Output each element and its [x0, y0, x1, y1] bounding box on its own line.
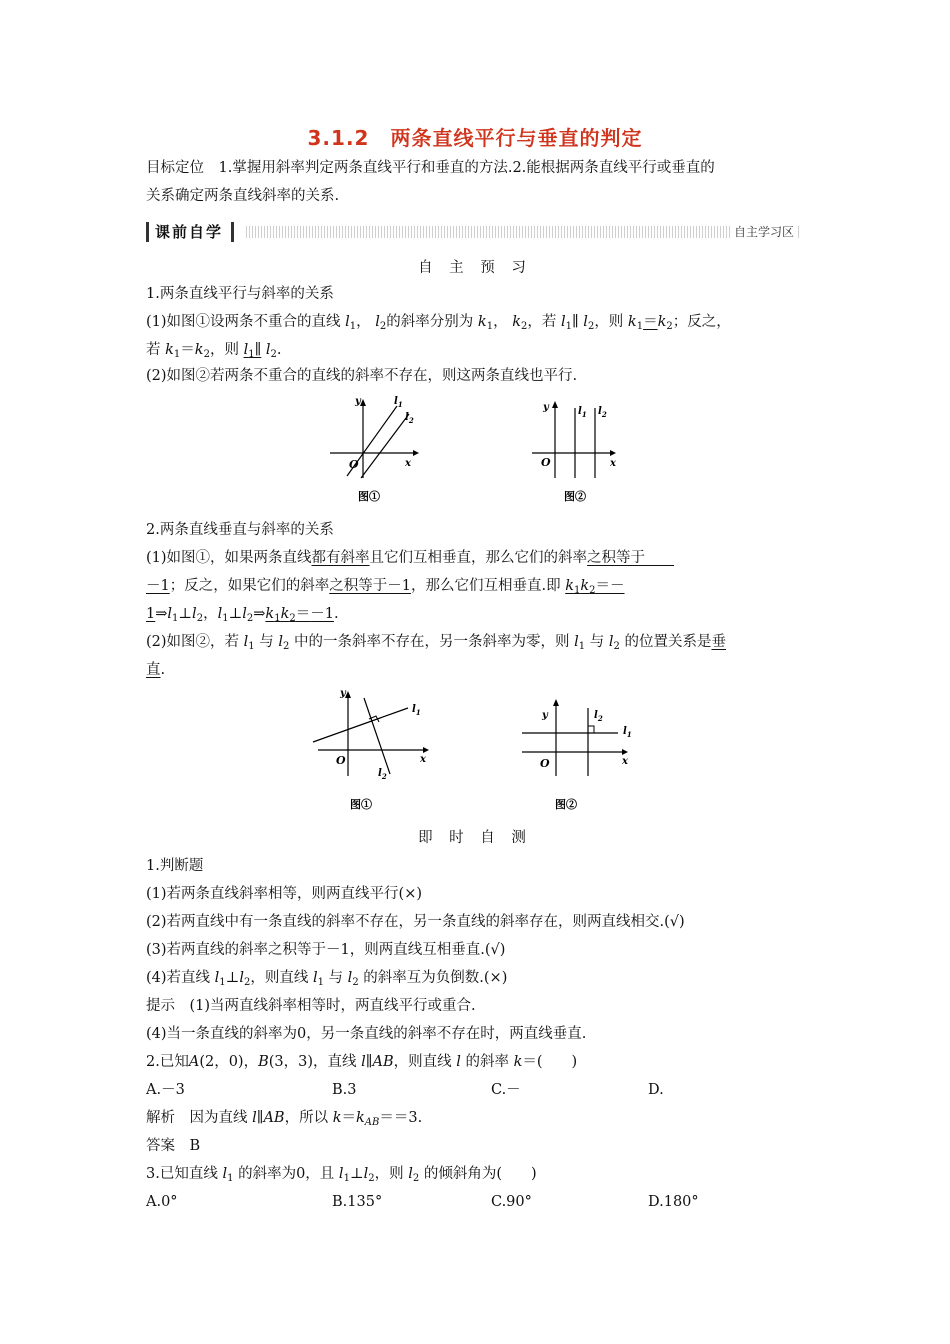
q3-option-b: B.135° — [332, 1194, 383, 1210]
objective-label: 目标定位 — [146, 160, 204, 176]
banner-label: 课前自学 — [146, 222, 234, 242]
y-axis-arrow — [553, 699, 559, 706]
y-axis-arrow — [345, 691, 351, 698]
l2-label: $l_2$ — [598, 406, 607, 419]
s1-para1-line2: 若 $k_1=k_2$，则 $l_1\parallel$ $l_2$. — [146, 342, 282, 360]
line-l1 — [313, 708, 408, 742]
s2-para1-line2: －1；反之，如果它们的斜率之积等于－1，那么它们互相垂直.即 $k_1k_2=-$ — [146, 578, 625, 596]
x-label: x — [405, 458, 411, 469]
q2-stem: 2.已知A(2，0)，B(3，3)，直线 l∥AB，则直线 l 的斜率 k＝( ) — [146, 1054, 578, 1070]
figure-caption: 图② — [555, 798, 577, 811]
q3-option-c: C.90° — [491, 1194, 532, 1210]
s2-para2-line1: (2)如图②，若 $l_1$ 与 $l_2$ 中的一条斜率不存在，另一条斜率为零，则 $l_1$ 与 $l_2$ 的位置关系是垂 — [146, 634, 726, 652]
x-axis-arrow — [622, 749, 628, 755]
selftest-heading: 即 时 自 测 — [418, 830, 532, 846]
y-axis-arrow — [360, 399, 366, 406]
l1-label: $l_1$ — [578, 406, 587, 419]
figure-perpendicular-axis — [518, 696, 638, 813]
figure-perpendicular-sloped — [308, 688, 438, 813]
s1-para1-line1: (1)如图①设两条不重合的直线 $l_1$， $l_2$的斜率分别为 $k_1$， $k_2$，若 $l_1\parallel$ $l_2$，则 $k_1=k_2$；反之， — [146, 314, 731, 332]
preview-heading: 自 主 预 习 — [418, 260, 532, 276]
figure-parallel-sloped — [325, 396, 425, 506]
q1-item-3: (3)若两直线的斜率之积等于－1，则两直线互相垂直.(√) — [146, 942, 506, 958]
q1-item-2: (2)若两直线中有一条直线的斜率不存在，另一条直线的斜率存在，则两直线相交.(√) — [146, 914, 685, 930]
figure-caption: 图① — [350, 798, 372, 811]
q2-option-a: A.－3 — [146, 1082, 185, 1098]
x-axis-arrow — [423, 747, 429, 753]
figure-caption: 图② — [564, 490, 586, 503]
y-label: y — [542, 710, 548, 721]
l2-label: $l_2$ — [594, 710, 603, 723]
l1-label: $l_1$ — [623, 726, 632, 739]
objective-line-2: 关系确定两条直线斜率的关系. — [146, 188, 340, 204]
x-axis-arrow — [413, 450, 419, 456]
q3-option-d: D.180° — [648, 1194, 699, 1210]
q3-stem: 3.已知直线 $l_1$ 的斜率为0，且 $l_1\perp l_2$，则 $l_2$ 的倾斜角为( ) — [146, 1166, 537, 1184]
s2-title: 2.两条直线垂直与斜率的关系 — [146, 522, 334, 538]
q3-option-a: A.0° — [146, 1194, 178, 1210]
page-title: 3.1.2 两条直线平行与垂直的判定 — [307, 126, 643, 150]
origin-label: O — [349, 458, 359, 471]
x-label: x — [420, 754, 426, 765]
y-axis-arrow — [552, 401, 558, 408]
q1-hint-1: 提示 (1)当两直线斜率相等时，两直线平行或重合. — [146, 998, 476, 1014]
s1-para2: (2)如图②若两条不重合的直线的斜率不存在，则这两条直线也平行. — [146, 368, 578, 384]
figure-caption: 图① — [358, 490, 380, 503]
x-label: x — [610, 458, 616, 469]
y-label: y — [340, 688, 346, 699]
q2-answer: 答案 B — [146, 1138, 201, 1154]
y-label: y — [355, 396, 361, 407]
x-label: x — [622, 756, 628, 767]
s2-para1-line1: (1)如图①，如果两条直线都有斜率且它们互相垂直，那么它们的斜率之积等于 — [146, 550, 646, 566]
line-l2 — [364, 698, 390, 774]
origin-label: O — [540, 757, 550, 770]
objective-line-1: 目标定位 1.掌握用斜率判定两条直线平行和垂直的方法.2.能根据两条直线平行或垂直的 — [146, 160, 715, 176]
right-angle-mark — [588, 726, 594, 733]
q2-option-b: B.3 — [332, 1082, 357, 1098]
figure-parallel-vertical — [528, 396, 628, 506]
x-axis-arrow — [610, 450, 616, 456]
origin-label: O — [336, 754, 346, 767]
y-label: y — [543, 402, 549, 413]
section-banner — [146, 222, 800, 242]
banner-area-label: 自主学习区 — [730, 223, 798, 241]
s1-title: 1.两条直线平行与斜率的关系 — [146, 286, 334, 302]
q2-option-d: D. — [648, 1082, 664, 1098]
q1-title: 1.判断题 — [146, 858, 204, 874]
l1-label: $l_1$ — [394, 396, 403, 409]
l2-label: $l_2$ — [405, 412, 414, 425]
banner-stripe — [246, 226, 800, 238]
q1-item-1: (1)若两条直线斜率相等，则两直线平行(×) — [146, 886, 423, 902]
q1-hint-2: (4)当一条直线的斜率为0，另一条直线的斜率不存在时，两直线垂直. — [146, 1026, 587, 1042]
q1-item-4: (4)若直线 $l_1\perp l_2$，则直线 $l_1$ 与 $l_2$ 的斜率互为负倒数.(×) — [146, 970, 508, 988]
s2-para1-line3: $1\Rightarrow l_1\perp l_2$，$l_1\perp l_2\Rightarrow k_1k_2=-1$. — [146, 606, 339, 624]
l1-label: $l_1$ — [412, 704, 421, 717]
origin-label: O — [541, 456, 551, 469]
q2-solution: 解析 因为直线 l∥AB，所以 $k=k_{AB}==3$. — [146, 1110, 423, 1128]
s2-para2-line2: 直. — [146, 662, 166, 678]
q2-option-c: C.－ — [491, 1082, 521, 1098]
l2-label: $l_2$ — [378, 768, 387, 781]
